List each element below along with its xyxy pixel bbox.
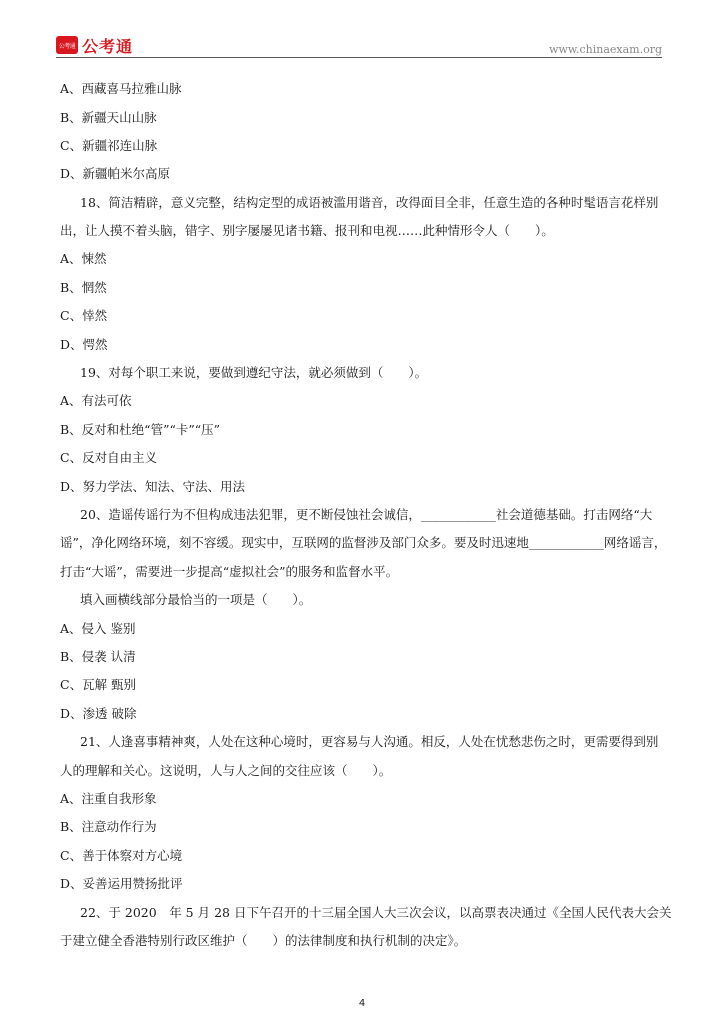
question-22-line-2: 于建立健全香港特别行政区维护（ ）的法律制度和执行机制的决定》。 <box>60 933 467 948</box>
option-21c: C、善于体察对方心境 <box>60 848 183 863</box>
brand-logo[interactable] <box>56 34 133 56</box>
option-18a: A、悚然 <box>60 251 107 266</box>
question-22-line-1: 22、于 2020 年 5 月 28 日下午召开的十三届全国人大三次会议，以高票表决通过《全国人民代表大会关 <box>80 905 672 920</box>
option-18b: B、惘然 <box>60 280 107 295</box>
question-21-line-1: 21、人逢喜事精神爽，人处在这种心境时，更容易与人沟通。相反，人处在忧愁悲伤之时，更需要得到别 <box>80 734 659 749</box>
question-18-line-2: 出，让人摸不着头脑，错字、别字屡屡见诸书籍、报刊和电视……此种情形令人（ ）。 <box>60 223 554 238</box>
option-21a: A、注重自我形象 <box>60 791 157 806</box>
logo-text: 公考通 <box>82 36 134 56</box>
option-20c: C、瓦解 甄别 <box>60 677 137 692</box>
question-20-line-2: 谣”，净化网络环境，刻不容缓。现实中，互联网的监督涉及部门众多。要及时迅速地____________网络谣言， <box>60 535 667 550</box>
option-17b: B、新疆天山山脉 <box>60 110 157 125</box>
option-20b: B、侵袭 认清 <box>60 649 136 664</box>
option-18d: D、愕然 <box>60 337 108 352</box>
option-18c: C、悻然 <box>60 308 108 323</box>
option-17d: D、新疆帕米尔高原 <box>60 166 171 181</box>
question-20-prompt: 填入画横线部分最恰当的一项是（ ）。 <box>80 592 312 607</box>
site-url[interactable]: www.chinaexam.org <box>549 43 662 56</box>
question-18-line-1: 18、简洁精辟，意义完整，结构定型的成语被滥用谐音，改得面目全非，任意生造的各种时髦语言花样别 <box>80 195 659 210</box>
question-20-line-3: 打击“大谣”，需要进一步提高“虚拟社会”的服务和监督水平。 <box>60 564 399 579</box>
page-header <box>56 34 662 58</box>
question-20-line-1: 20、造谣传谣行为不但构成违法犯罪，更不断侵蚀社会诚信，____________社会道德基础。打击网络“大 <box>80 507 653 522</box>
option-21b: B、注意动作行为 <box>60 819 157 834</box>
page-number: 4 <box>358 998 366 1009</box>
option-19a: A、有法可依 <box>60 393 132 408</box>
header-divider <box>56 57 662 58</box>
question-19: 19、对每个职工来说，要做到遵纪守法，就必须做到（ ）。 <box>80 365 428 380</box>
logo-badge-icon: 公考通 <box>56 36 78 54</box>
option-17a: A、西藏喜马拉雅山脉 <box>60 81 182 96</box>
question-21-line-2: 人的理解和关心。这说明，人与人之间的交往应该（ ）。 <box>60 763 392 778</box>
option-21d: D、妥善运用赞扬批评 <box>60 876 183 891</box>
option-19b: B、反对和杜绝“管”“卡”“压” <box>60 422 221 437</box>
option-17c: C、新疆祁连山脉 <box>60 138 158 153</box>
option-20a: A、侵入 鉴别 <box>60 621 136 636</box>
option-19d: D、努力学法、知法、守法、用法 <box>60 479 246 494</box>
option-19c: C、反对自由主义 <box>60 450 158 465</box>
option-20d: D、渗透 破除 <box>60 706 137 721</box>
